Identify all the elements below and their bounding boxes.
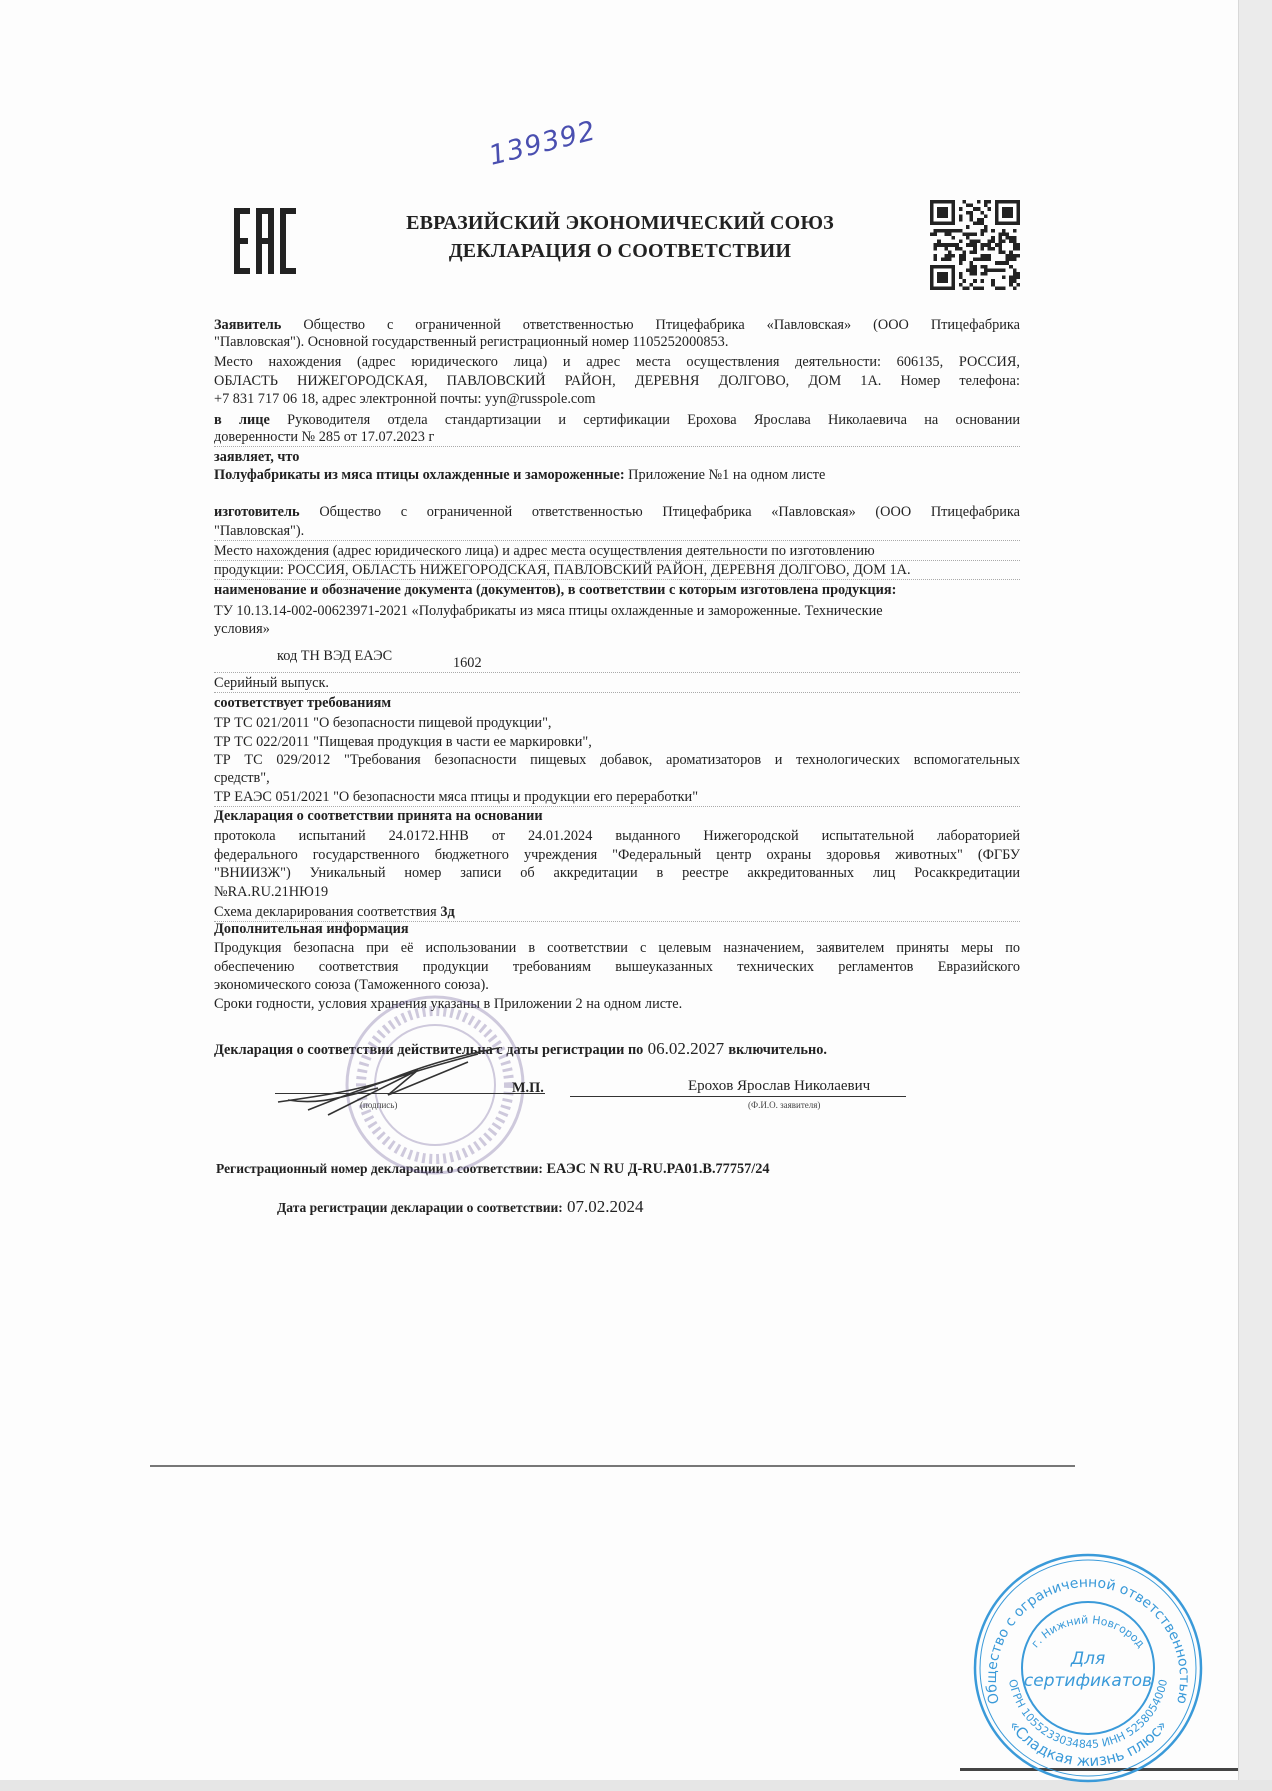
- document-line: [214, 788, 1020, 806]
- line-text: ОБЛАСТЬ НИЖЕГОРОДСКАЯ, ПАВЛОВСКИЙ РАЙОН, ДЕРЕВНЯ ДОЛГОВО, ДОМ 1А. Номер телефона:: [214, 373, 1020, 389]
- document-line: [214, 411, 1020, 429]
- document-line: [214, 390, 1020, 408]
- signature-caption: (подпись): [360, 1100, 398, 1110]
- document-line: [214, 714, 1020, 732]
- line-text: Руководителя отдела стандартизации и сертификации Ерохова Ярослава Николаевича на основании: [269, 412, 1020, 428]
- line-text: Общество с ограниченной ответственностью Птицефабрика «Павловская» (ООО Птицефабрика: [281, 317, 1020, 333]
- document-line: [214, 561, 1020, 579]
- line-text: Место нахождения (адрес юридического лица) и адрес места осуществления деятельности: 606135, РОССИЯ,: [214, 354, 1020, 370]
- line-bold-text: 3д: [440, 904, 455, 920]
- stamp-center-line2: сертификатов: [1023, 1671, 1153, 1691]
- line-text: продукции: РОССИЯ, ОБЛАСТЬ НИЖЕГОРОДСКАЯ, ПАВЛОВСКИЙ РАЙОН, ДЕРЕВНЯ ДОЛГОВО, ДОМ 1А.: [214, 562, 911, 578]
- document-line: [214, 958, 1020, 976]
- document-line: [277, 647, 392, 665]
- line-text: "Павловская").: [214, 523, 305, 539]
- document-line: [214, 694, 1020, 712]
- line-text: Приложение №1 на одном листе: [624, 467, 826, 483]
- line-text: "ВНИИЗЖ") Уникальный номер записи об аккредитации в реестре аккредитованных лиц Росаккредитации: [214, 865, 1020, 881]
- line-bold-text: наименование и обозначение документа (документов), в соответствии с которым изготовлена продукция:: [214, 582, 897, 598]
- document-line: [214, 939, 1020, 957]
- document-line: [214, 503, 1020, 521]
- document-line: [214, 522, 1020, 540]
- document-line: [214, 751, 1020, 769]
- line-bold-text: включительно.: [728, 1042, 827, 1058]
- line-text: обеспечению соответствия продукции требованиям вышеуказанных технических регламентов Евразийского: [214, 959, 1020, 975]
- line-text: Серийный выпуск.: [214, 675, 330, 691]
- svg-text:г. Нижний Новгород: [1029, 1613, 1148, 1650]
- line-text: средств",: [214, 770, 270, 786]
- line-text: 07.02.2024: [562, 1197, 644, 1216]
- document-line: [214, 883, 1020, 901]
- line-text: 1602: [453, 655, 482, 671]
- document-line: [214, 920, 1020, 938]
- line-text: Сроки годности, условия хранения указаны в Приложении 2 на одном листе.: [214, 996, 683, 1012]
- handwritten-number: 139392: [485, 115, 600, 172]
- line-text: №RA.RU.21НЮ19: [214, 884, 329, 900]
- dotted-separator: [214, 540, 1020, 541]
- document-line: [214, 733, 1020, 751]
- line-text: ТР ТС 029/2012 "Требования безопасности пищевых добавок, ароматизаторов и технологических вспомогательных: [214, 752, 1020, 768]
- line-text: экономического союза (Таможенного союза).: [214, 977, 489, 993]
- scan-edge-right: [1238, 0, 1272, 1791]
- document-title: ДЕКЛАРАЦИЯ О СООТВЕТСТВИИ: [448, 240, 792, 262]
- document-line: [214, 353, 1020, 371]
- document-line: [214, 903, 1020, 921]
- stamp-place-label: М.П.: [512, 1080, 544, 1096]
- document-line: [214, 620, 1020, 638]
- line-bold-text: в лице: [214, 412, 270, 428]
- document-line: [214, 316, 1020, 334]
- stamp-outer-top-text: Общество с ограниченной ответственностью: [983, 1574, 1193, 1706]
- line-text: Место нахождения (адрес юридического лица) и адрес места осуществления деятельности по изготовлению: [214, 543, 875, 559]
- line-text: код ТН ВЭД ЕАЭС: [277, 648, 393, 664]
- name-caption: (Ф.И.О. заявителя): [748, 1100, 821, 1110]
- line-text: +7 831 717 06 18, адрес электронной почты: yyn@russpole.com: [214, 391, 596, 407]
- stamp-inner-bottom-text: ОГРН 1055233034845 ИНН 5258054000: [1005, 1678, 1171, 1752]
- line-text: Продукция безопасна при её использовании в соответствии с целевым назначением, заявителем приняты меры по: [214, 940, 1020, 956]
- document-line: [214, 769, 1020, 787]
- document-line: [214, 864, 1020, 882]
- document-line: [214, 827, 1020, 845]
- document-line: [214, 581, 1020, 599]
- line-text: ТР ЕАЭС 051/2021 "О безопасности мяса птицы и продукции его переработки": [214, 789, 699, 805]
- signatory-name: Ерохов Ярослав Николаевич: [688, 1078, 871, 1094]
- line-text: ТР ТС 021/2011 "О безопасности пищевой продукции",: [214, 715, 552, 731]
- union-title: ЕВРАЗИЙСКИЙ ЭКОНОМИЧЕСКИЙ СОЮЗ: [406, 212, 834, 234]
- dotted-separator: [214, 672, 1020, 673]
- line-text: доверенности № 285 от 17.07.2023 г: [214, 429, 435, 445]
- name-line: [570, 1096, 906, 1097]
- line-bold-text: ЕАЭС N RU Д-RU.PA01.B.77757/24: [542, 1161, 770, 1177]
- document-line: [214, 995, 1020, 1013]
- document-line: [214, 976, 1020, 994]
- dotted-separator: [214, 692, 1020, 693]
- line-bold-text: Декларация о соответствии принята на основании: [214, 808, 543, 824]
- line-bold-text: изготовитель: [214, 504, 300, 520]
- line-bold-text: Дополнительная информация: [214, 921, 409, 937]
- document-line: [214, 466, 1020, 484]
- document-line: [214, 448, 1020, 466]
- line-bold-text: соответствует требованиям: [214, 695, 392, 711]
- qr-code: [930, 198, 1020, 292]
- line-bold-text: Дата регистрации декларации о соответствии:: [277, 1200, 563, 1215]
- document-line: [214, 674, 1020, 692]
- line-bold-text: Регистрационный номер декларации о соответствии:: [216, 1161, 543, 1176]
- line-text: ТУ 10.13.14-002-00623971-2021 «Полуфабрикаты из мяса птицы охлажденные и замороженные. Технические: [214, 603, 883, 619]
- eac-logo: [234, 206, 298, 276]
- page-divider: [150, 1465, 1075, 1467]
- line-text: ТР ТС 022/2011 "Пищевая продукция в части ее маркировки",: [214, 734, 592, 750]
- stamp-center-line1: Для: [1070, 1649, 1106, 1669]
- document-line: [453, 654, 482, 672]
- stamp-outer-bottom-text: «Сладкая жизнь плюс»: [1005, 1716, 1171, 1771]
- dotted-separator: [214, 579, 1020, 580]
- document-line: [277, 1198, 644, 1217]
- line-text: Схема декларирования соответствия: [214, 904, 441, 920]
- dotted-separator: [214, 446, 1020, 447]
- line-text: протокола испытаний 24.0172.ННВ от 24.01.2024 выданного Нижегородской испытательной лабораторией: [214, 828, 1020, 844]
- document-line: [214, 333, 1020, 351]
- line-bold-text: Полуфабрикаты из мяса птицы охлажденные и замороженные:: [214, 467, 625, 483]
- certification-stamp: [968, 1548, 1208, 1788]
- line-bold-text: заявляет, что: [214, 449, 300, 465]
- document-line: [214, 428, 1020, 446]
- document-line: [214, 846, 1020, 864]
- document-line: [214, 807, 1020, 825]
- line-text: условия»: [214, 621, 270, 637]
- line-text: Общество с ограниченной ответственностью Птицефабрика «Павловская» (ООО Птицефабрика: [299, 504, 1020, 520]
- document-line: [214, 542, 1020, 560]
- line-bold-text: Заявитель: [214, 317, 282, 333]
- line-bold-text: Декларация о соответствии действительна с даты регистрации по: [214, 1042, 644, 1058]
- line-text: 06.02.2027: [643, 1039, 729, 1058]
- stamp-inner-top-text: г. Нижний Новгород: [1028, 1613, 1148, 1651]
- document-line: [214, 602, 1020, 620]
- line-text: "Павловская"). Основной государственный регистрационный номер 1105252000853.: [214, 334, 729, 350]
- line-text: федерального государственного бюджетного учреждения "Федеральный центр охраны здоровья животных" (ФГБУ: [214, 847, 1020, 863]
- document-line: [214, 372, 1020, 390]
